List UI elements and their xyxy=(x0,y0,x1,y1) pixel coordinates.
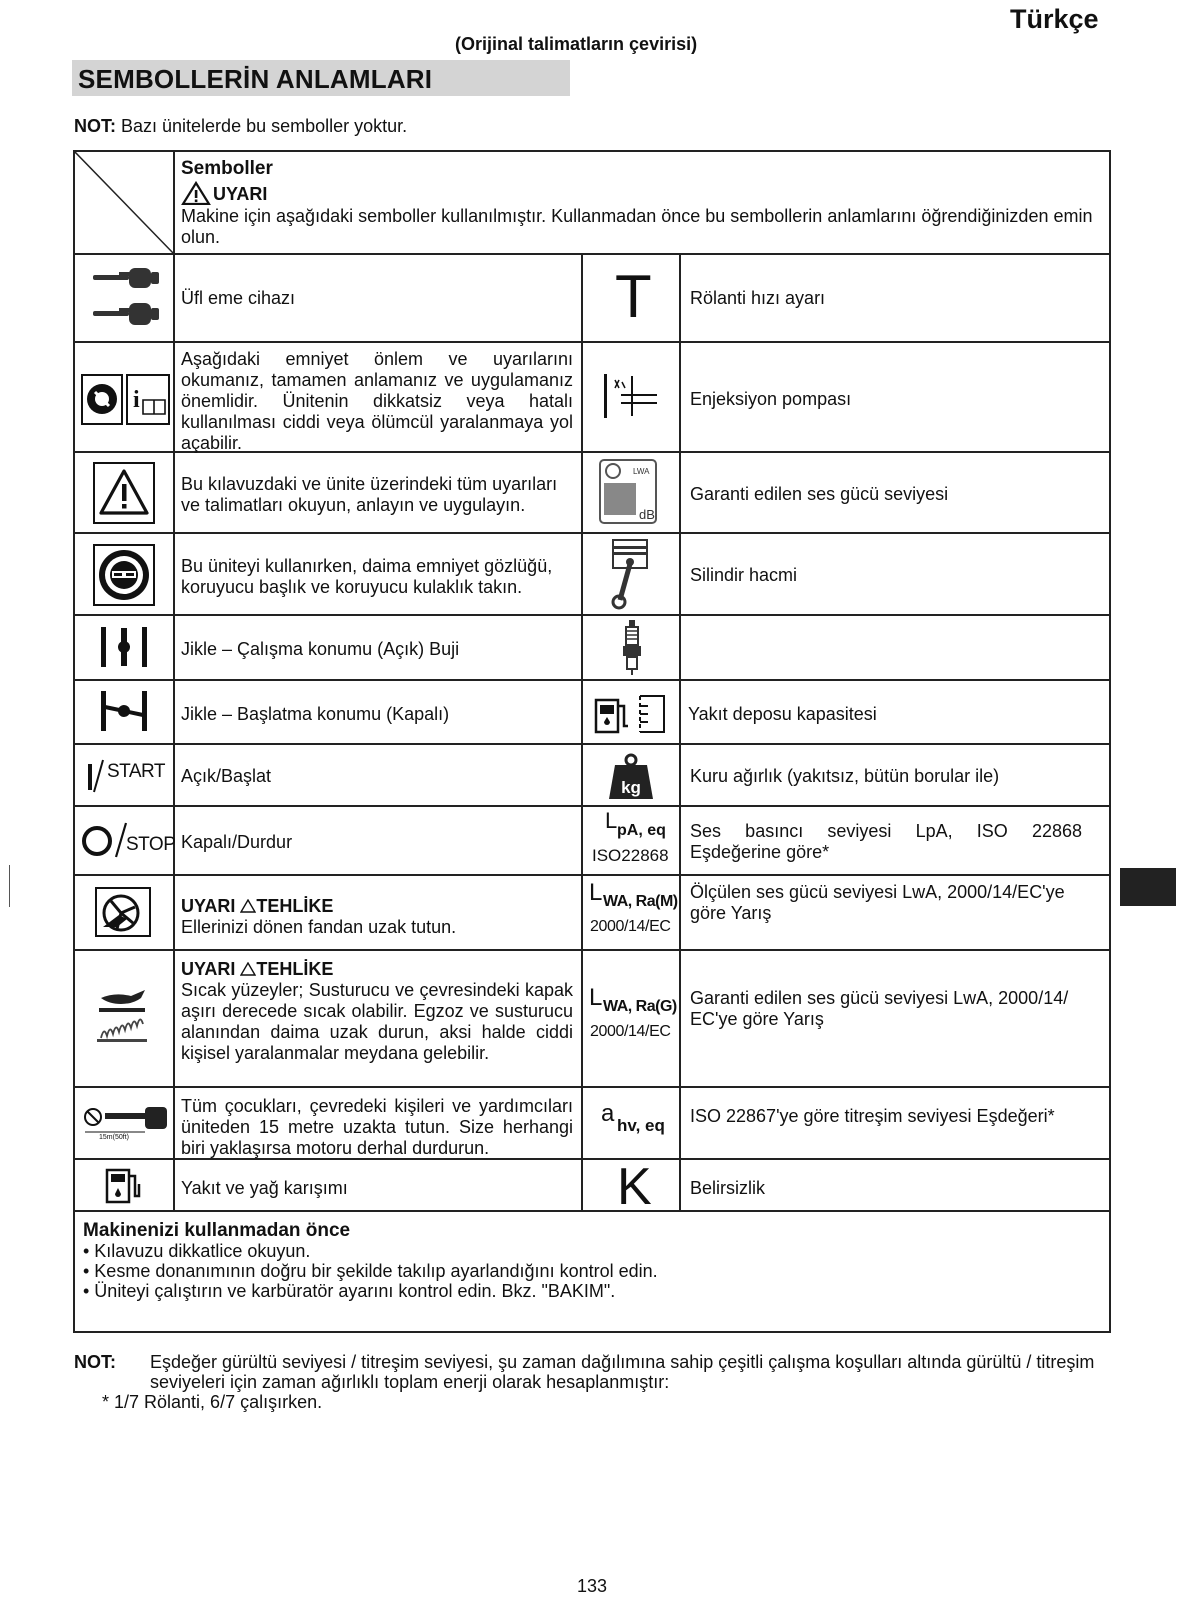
before-use-item-1: • Kılavuzu dikkatlice okuyun. xyxy=(83,1241,311,1261)
lpa-symbol-sub: pA, eq xyxy=(617,822,666,839)
fuel-oil-mix-icon xyxy=(105,1166,147,1206)
weight-kg-icon xyxy=(607,753,655,801)
stop-label: STOP xyxy=(126,834,176,855)
lwa-m-symbol-main: L xyxy=(589,879,603,906)
keep-distance-icon xyxy=(81,1105,171,1141)
lpa-symbol-main: L xyxy=(605,808,618,833)
footnote-text: Eşdeğer gürültü seviyesi / titreşim seviyesi, şu zaman dağılımına sahip çeşitli çalışma koşulları altında gürültü / titreşim seviyeleri için zaman ağırlıklı toplam enerji olarak hesaplanmıştır: xyxy=(150,1352,1095,1392)
piston-icon xyxy=(609,538,655,612)
right-row-1-text: Rölanti hızı ayarı xyxy=(690,288,826,308)
uncertainty-icon: K xyxy=(617,1158,652,1216)
idle-speed-icon: T xyxy=(615,263,652,330)
lwa-label: LWA xyxy=(633,467,650,476)
footnote-label: NOT: xyxy=(74,1352,116,1372)
top-note xyxy=(74,116,407,137)
lwa-g-symbol-sub: WA, Ra(G) xyxy=(603,998,677,1015)
left-row-6-text: Jikle – Başlatma konumu (Kapalı) xyxy=(181,704,450,724)
right-row-10-text: Garanti edilen ses gücü seviyesi LwA, 2000/14/ EC'ye göre Yarış xyxy=(690,988,1069,1029)
warning-text: Makine için aşağıdaki semboller kullanılmıştır. Kullanmadan önce bu sembollerin anlamlarını öğrendiğinizden emin olun. xyxy=(181,206,1093,247)
injection-pump-icon xyxy=(601,372,661,422)
sound-power-label-icon xyxy=(599,459,659,525)
warning-word-2: UYARI xyxy=(181,959,241,979)
vibration-icon xyxy=(583,1098,679,1148)
sound-pressure-icon xyxy=(583,808,679,870)
blower-icon xyxy=(89,264,165,334)
table-header xyxy=(181,158,1101,248)
subtitle: (Orijinal talimatların çevirisi) xyxy=(455,34,698,54)
left-row-12-text: Yakıt ve yağ karışımı xyxy=(181,1178,348,1198)
hot-surface-icon xyxy=(95,986,151,1044)
language-label: Türkçe xyxy=(1010,4,1099,34)
footnote-item: * 1/7 Rölanti, 6/7 çalışırken. xyxy=(102,1392,323,1412)
lpa-symbol-ref: ISO22868 xyxy=(592,846,669,865)
warning-triangle-icon xyxy=(93,462,155,524)
danger-word: TEHLİKE xyxy=(256,896,334,916)
note-label: NOT: xyxy=(74,116,116,136)
db-label: dB xyxy=(639,507,655,522)
left-row-5-text: Jikle – Çalışma konumu (Açık) Buji xyxy=(181,639,460,659)
lwa-m-symbol-sub: WA, Ra(M) xyxy=(603,893,678,910)
read-manual-icon xyxy=(81,374,171,426)
right-row-2-text: Enjeksiyon pompası xyxy=(690,389,852,409)
left-row-8-text: Kapalı/Durdur xyxy=(181,832,293,852)
warning-line xyxy=(181,185,1101,206)
small-warning-triangle-icon xyxy=(240,962,256,976)
left-row-11-text: Tüm çocukları, çevredeki kişileri ve yardımcıları üniteden 15 metre uzakta tutun. Size herhangi biri yaklaşırsa motoru derhal durdurun. xyxy=(181,1096,573,1158)
diagonal-header-line xyxy=(75,152,175,255)
off-stop-icon xyxy=(80,820,176,860)
left-row-2-text: Aşağıdaki emniyet önlem ve uyarılarını okumanız, tamamen anlamanız ve uygulamanız önemlidir. Ünitenin dikkatsiz veya hatalı kullanılması ciddi veya ölümcül yaralanmaya yol açabilir. xyxy=(181,349,573,453)
small-warning-triangle-icon xyxy=(240,899,256,913)
choke-start-icon xyxy=(99,688,149,734)
right-row-12-text: Belirsizlik xyxy=(690,1178,766,1198)
danger-line xyxy=(181,896,576,917)
symbols-heading: Semboller xyxy=(181,158,273,179)
start-label: START xyxy=(107,761,166,782)
kg-label: kg xyxy=(621,778,641,797)
left-row-3-text: Bu kılavuzdaki ve ünite üzerindeki tüm uyarıları ve talimatları okuyun, anlayın ve uygulayın. xyxy=(181,474,558,515)
fuel-tank-icon xyxy=(594,692,670,736)
right-row-7-text: Kuru ağırlık (yakıtsız, bütün borular ile) xyxy=(690,766,1000,786)
ahv-symbol-sub: hv, eq xyxy=(617,1116,665,1135)
on-start-icon xyxy=(85,758,171,794)
lwa-g-symbol-ref: 2000/14/EC xyxy=(590,1023,671,1040)
warning-label: UYARI xyxy=(213,184,268,204)
right-row-9-text: Ölçülen ses gücü seviyesi LwA, 2000/14/EC'ye göre Yarış xyxy=(690,882,1065,923)
choke-run-icon xyxy=(99,624,149,670)
measured-sound-power-icon xyxy=(583,877,679,945)
footnote xyxy=(74,1352,1114,1412)
left-row-9-text xyxy=(181,896,576,938)
warning-word: UYARI xyxy=(181,896,241,916)
left-row-7-text: Açık/Başlat xyxy=(181,766,272,786)
left-row-9-body: Ellerinizi dönen fandan uzak tutun. xyxy=(181,917,457,937)
margin-mark xyxy=(9,865,10,907)
lwa-g-symbol-main: L xyxy=(589,984,603,1011)
left-row-4-text: Bu üniteyi kullanırken, daima emniyet gözlüğü, koruyucu başlık ve koruyucu kulaklık takın. xyxy=(181,556,553,597)
danger-word-2: TEHLİKE xyxy=(256,959,334,979)
danger-line-2 xyxy=(181,959,573,980)
page-number: 133 xyxy=(577,1576,608,1596)
svg-text:i: i xyxy=(133,387,140,413)
distance-label: 15m(50ft) xyxy=(99,1134,129,1141)
left-row-1-text: Üfl eme cihazı xyxy=(181,288,296,308)
ahv-symbol-main: a xyxy=(601,1100,615,1127)
protective-gear-icon xyxy=(93,544,155,606)
before-use-item-3: • Üniteyi çalıştırın ve karbüratör ayarını kontrol edin. Bkz. "BAKIM". xyxy=(83,1281,616,1301)
right-row-11-text: ISO 22867'ye göre titreşim seviyesi Eşdeğeri* xyxy=(690,1106,1055,1126)
right-row-4-text: Silindir hacmi xyxy=(690,565,798,585)
spark-plug-icon xyxy=(620,619,644,677)
fan-hand-icon xyxy=(95,887,151,937)
symbols-table xyxy=(73,150,1111,1333)
right-row-3-text: Garanti edilen ses gücü seviyesi xyxy=(690,484,949,504)
warning-triangle-icon xyxy=(181,181,211,205)
right-row-8-text: Ses basıncı seviyesi LpA, ISO 22868 Eşdeğerine göre* xyxy=(690,821,1082,862)
lwa-m-symbol-ref: 2000/14/EC xyxy=(590,918,671,935)
before-use-section xyxy=(83,1221,1093,1301)
left-row-10-text xyxy=(181,959,573,1064)
note-text: Bazı ünitelerde bu semboller yoktur. xyxy=(116,116,408,136)
guaranteed-sound-power-icon xyxy=(583,982,679,1050)
page-title: SEMBOLLERİN ANLAMLARI xyxy=(78,64,433,94)
left-row-10-body: Sıcak yüzeyler; Susturucu ve çevresindeki kapak aşırı derecede sıcak olabilir. Egzoz ve susturucu alanından daima uzak durun, aksi halde ciddi kişisel yaralanmalar meydana gelebilir. xyxy=(181,980,573,1063)
before-use-item-2: • Kesme donanımının doğru bir şekilde takılıp ayarlandığını kontrol edin. xyxy=(83,1261,658,1281)
side-tab-marker xyxy=(1120,868,1176,906)
right-row-6-text: Yakıt deposu kapasitesi xyxy=(688,704,877,724)
before-use-title: Makinenizi kullanmadan önce xyxy=(83,1220,351,1241)
